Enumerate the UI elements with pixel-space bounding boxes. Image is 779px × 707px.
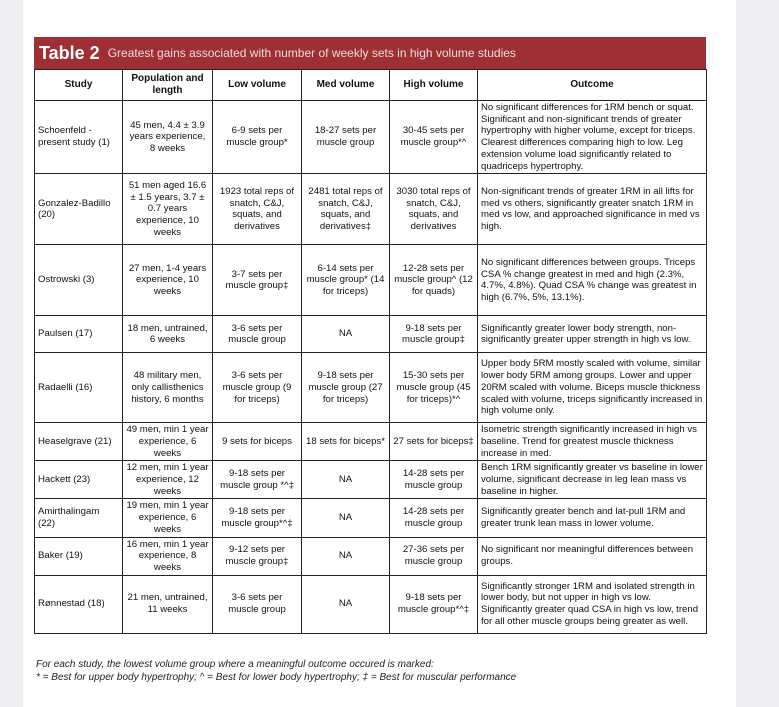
cell-population: 12 men, min 1 year experience, 12 weeks	[123, 461, 213, 499]
cell-study: Gonzalez-Badillo (20)	[35, 174, 123, 245]
cell-high-volume: 27 sets for biceps‡	[390, 423, 478, 461]
table-row	[35, 537, 707, 575]
footnote-line-2: * = Best for upper body hypertrophy; ^ = Best for lower body hypertrophy; ‡ = Best for muscular performance	[36, 672, 517, 683]
cell-study: Rønnestad (18)	[35, 575, 123, 633]
cell-outcome: No significant nor meaningful differences between groups.	[478, 537, 707, 575]
cell-low-volume: 9-18 sets per muscle group *^‡	[213, 461, 302, 499]
cell-outcome: Significantly greater bench and lat-pull 1RM and greater trunk lean mass in lower volume.	[478, 499, 707, 537]
cell-med-volume: 6-14 sets per muscle group* (14 for triceps)	[302, 245, 390, 316]
table-number: Table 2	[39, 42, 100, 63]
header-med-volume: Med volume	[302, 70, 390, 101]
cell-population: 19 men, min 1 year experience, 6 weeks	[123, 499, 213, 537]
cell-population: 27 men, 1-4 years experience, 10 weeks	[123, 245, 213, 316]
cell-outcome: No significant differences between groups. Triceps CSA % change greatest in med and high (2.3%, 4.7%, 4.8%). Quad CSA % change was greatest in high (6.7%, 5%, 13.1%).	[478, 245, 707, 316]
cell-study: Heaselgrave (21)	[35, 423, 123, 461]
cell-outcome: Isometric strength significantly increased in high vs baseline. Trend for greatest muscle thickness increase in med.	[478, 423, 707, 461]
table-row	[35, 316, 707, 353]
cell-med-volume: 2481 total reps of snatch, C&J, squats, and derivatives‡	[302, 174, 390, 245]
cell-outcome: No significant differences for 1RM bench or squat. Significant and non-significant trends of greater hypertrophy with higher volume, except for triceps. Clearest differences comparing high to low. Leg extension volume load significantly related to quadriceps hypertrophy.	[478, 101, 707, 174]
footnote-line-1: For each study, the lowest volume group where a meaningful outcome occured is marked:	[36, 659, 434, 670]
cell-study: Schoenfeld - present study (1)	[35, 101, 123, 174]
cell-low-volume: 3-6 sets per muscle group	[213, 316, 302, 353]
volume-studies-table	[34, 69, 707, 634]
cell-med-volume: 18-27 sets per muscle group	[302, 101, 390, 174]
cell-study: Ostrowski (3)	[35, 245, 123, 316]
table-title-banner	[34, 37, 706, 69]
header-high-volume: High volume	[390, 70, 478, 101]
cell-study: Baker (19)	[35, 537, 123, 575]
cell-population: 16 men, min 1 year experience, 8 weeks	[123, 537, 213, 575]
cell-low-volume: 3-7 sets per muscle group‡	[213, 245, 302, 316]
table-caption: Greatest gains associated with number of weekly sets in high volume studies	[107, 46, 516, 60]
cell-low-volume: 9-12 sets per muscle group‡	[213, 537, 302, 575]
header-low-volume: Low volume	[213, 70, 302, 101]
cell-study: Paulsen (17)	[35, 316, 123, 353]
cell-low-volume: 1923 total reps of snatch, C&J, squats, and derivatives	[213, 174, 302, 245]
cell-outcome: Non-significant trends of greater 1RM in all lifts for med vs others, significantly greater snatch 1RM in med vs low, and approached significance in med vs high.	[478, 174, 707, 245]
cell-low-volume: 9-18 sets per muscle group*^‡	[213, 499, 302, 537]
cell-high-volume: 14-28 sets per muscle group	[390, 499, 478, 537]
table-row	[35, 101, 707, 174]
cell-population: 49 men, min 1 year experience, 6 weeks	[123, 423, 213, 461]
cell-high-volume: 9-18 sets per muscle group‡	[390, 316, 478, 353]
table-row	[35, 575, 707, 633]
cell-study: Amirthalingam (22)	[35, 499, 123, 537]
cell-study: Hackett (23)	[35, 461, 123, 499]
cell-low-volume: 6-9 sets per muscle group*	[213, 101, 302, 174]
cell-high-volume: 9-18 sets per muscle group*^‡	[390, 575, 478, 633]
cell-med-volume: NA	[302, 461, 390, 499]
cell-high-volume: 27-36 sets per muscle group	[390, 537, 478, 575]
cell-med-volume: NA	[302, 575, 390, 633]
cell-high-volume: 3030 total reps of snatch, C&J, squats, and derivatives	[390, 174, 478, 245]
cell-population: 18 men, untrained, 6 weeks	[123, 316, 213, 353]
cell-med-volume: NA	[302, 537, 390, 575]
table-row	[35, 461, 707, 499]
footnote	[36, 658, 708, 684]
cell-high-volume: 15-30 sets per muscle group (45 for triceps)*^	[390, 353, 478, 423]
cell-high-volume: 14-28 sets per muscle group	[390, 461, 478, 499]
cell-low-volume: 9 sets for biceps	[213, 423, 302, 461]
table-row	[35, 423, 707, 461]
header-study: Study	[35, 70, 123, 101]
cell-med-volume: NA	[302, 499, 390, 537]
table-row	[35, 353, 707, 423]
cell-low-volume: 3-6 sets per muscle group (9 for triceps)	[213, 353, 302, 423]
header-row	[35, 70, 707, 101]
cell-population: 45 men, 4.4 ± 3.9 years experience, 8 weeks	[123, 101, 213, 174]
cell-med-volume: 9-18 sets per muscle group (27 for triceps)	[302, 353, 390, 423]
cell-low-volume: 3-6 sets per muscle group	[213, 575, 302, 633]
table-row	[35, 174, 707, 245]
header-population: Population and length	[123, 70, 213, 101]
cell-population: 51 men aged 16.6 ± 1.5 years, 3.7 ± 0.7 years experience, 10 weeks	[123, 174, 213, 245]
cell-population: 48 military men, only callisthenics history, 6 months	[123, 353, 213, 423]
cell-outcome: Upper body 5RM mostly scaled with volume, similar lower body 5RM among groups. Lower and upper 20RM scaled with volume. Biceps muscle thickness scaled with volume, triceps significantly increased in high volume only.	[478, 353, 707, 423]
table-row	[35, 245, 707, 316]
cell-med-volume: NA	[302, 316, 390, 353]
cell-high-volume: 30-45 sets per muscle group*^	[390, 101, 478, 174]
cell-outcome: Significantly greater lower body strength, non-significantly greater upper strength in high vs low.	[478, 316, 707, 353]
cell-high-volume: 12-28 sets per muscle group^ (12 for quads)	[390, 245, 478, 316]
header-outcome: Outcome	[478, 70, 707, 101]
cell-outcome: Significantly stronger 1RM and isolated strength in lower body, but not upper in high vs low. Significantly greater quad CSA in high vs low, trend for all other muscle groups being greater as well.	[478, 575, 707, 633]
cell-outcome: Bench 1RM significantly greater vs baseline in lower volume, significant decrease in leg lean mass vs baseline in higher.	[478, 461, 707, 499]
cell-population: 21 men, untrained, 11 weeks	[123, 575, 213, 633]
table-body	[35, 101, 707, 634]
table-row	[35, 499, 707, 537]
cell-med-volume: 18 sets for biceps*	[302, 423, 390, 461]
cell-study: Radaelli (16)	[35, 353, 123, 423]
